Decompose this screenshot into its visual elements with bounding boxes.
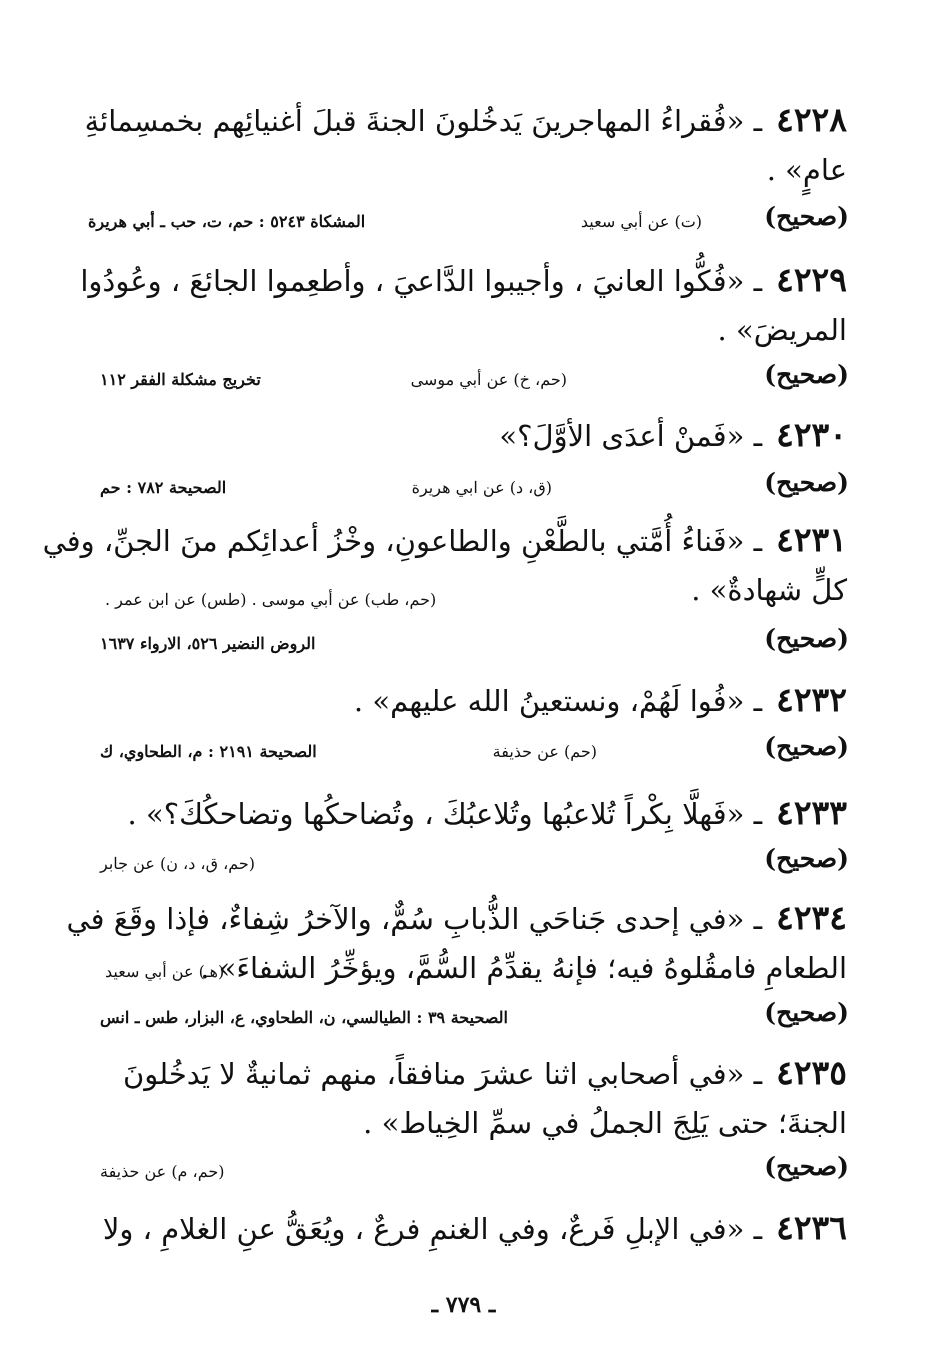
- hadith-number: ٤٢٣٢: [776, 680, 847, 719]
- grade-label: (صحيح): [764, 844, 849, 873]
- hadith-number: ٤٢٣٠: [776, 415, 847, 454]
- hadith-number: ٤٢٣٤: [776, 898, 847, 937]
- grade-label: (صحيح): [764, 998, 849, 1027]
- hadith-entry-4235-line2: الجنةَ؛ حتى يَلِجَ الجملُ في سمِّ الخِياط» .: [363, 1106, 847, 1140]
- grade-label: (صحيح): [764, 624, 849, 653]
- hadith-number: ٤٢٣٦: [776, 1208, 847, 1247]
- reference-text: الروض النضير ٥٢٦، الارواء ١٦٣٧: [100, 634, 316, 653]
- source-text: (ق، د) عن ابي هريرة: [411, 478, 552, 497]
- source-text: (حم، خ) عن أبي موسى: [410, 370, 567, 389]
- grade-label: (صحيح): [764, 1152, 849, 1181]
- reference-text: الصحيحة ٢١٩١ : م، الطحاوي، ك: [100, 742, 317, 761]
- source-text: (ت) عن أبي سعيد: [580, 212, 702, 231]
- reference-text: تخريج مشكلة الفقر ١١٢: [100, 370, 261, 389]
- hadith-entry-4233-line1: ٤٢٣٣ـ «فَهلَّا بِكْراً تُلاعبُها وتُلاعبُكَ ، وتُضاحكُها وتضاحكُكَ؟» .: [127, 793, 847, 832]
- hadith-entry-4229-line2: المريضَ» .: [717, 313, 847, 347]
- hadith-number: ٤٢٢٨: [776, 100, 847, 139]
- grade-label: (صحيح): [764, 732, 849, 761]
- reference-text: المشكاة ٥٢٤٣ : حم، ت، حب ـ أبي هريرة: [88, 212, 366, 231]
- page-number: ـ ٧٧٩ ـ: [431, 1292, 496, 1318]
- reference-text: الصحيحة ٣٩ : الطيالسي، ن، الطحاوي، ع، البزار، طس ـ انس: [100, 1008, 508, 1027]
- hadith-entry-4231-line1: ٤٢٣١ـ «فَناءُ أُمَّتي بالطَّعْنِ والطاعونِ، وخْزُ أعدائِكم منَ الجنِّ، وفي: [42, 520, 847, 559]
- source-text: (هـ) عن أبي سعيد: [105, 962, 225, 981]
- source-text: (حم) عن حذيفة: [492, 742, 597, 761]
- hadith-entry-4230-line1: ٤٢٣٠ـ «فَمنْ أعدَى الأوَّلَ؟»: [499, 415, 847, 454]
- hadith-entry-4228-line2: عامٍ» .: [766, 153, 847, 187]
- hadith-entry-4228-line1: ٤٢٢٨ـ «فُقراءُ المهاجرينَ يَدخُلونَ الجنةَ قبلَ أغنيائِهم بخمسِمائةِ: [84, 100, 847, 139]
- hadith-entry-4231-line2: كلٍّ شهادةٌ» .: [691, 573, 847, 607]
- hadith-entry-4234-line2: الطعامِ فامقُلوهُ فيه؛ فإنهُ يقدِّمُ السُّمَّ، ويؤخِّرُ الشفاءَ» .: [200, 951, 847, 985]
- reference-text: الصحيحة ٧٨٢ : حم: [100, 478, 227, 497]
- hadith-number: ٤٢٣١: [776, 520, 847, 559]
- hadith-number: ٤٢٣٣: [776, 793, 847, 832]
- hadith-number: ٤٢٣٥: [776, 1053, 847, 1092]
- grade-label: (صحيح): [764, 202, 849, 231]
- source-text: (حم، ق، د، ن) عن جابر: [100, 854, 256, 873]
- source-text: (حم، م) عن حذيفة: [100, 1162, 225, 1181]
- grade-label: (صحيح): [764, 360, 849, 389]
- hadith-entry-4236-line1: ٤٢٣٦ـ «في الإبلِ فَرعٌ، وفي الغنمِ فرعٌ ، ويُعَقُّ عنِ الغلامِ ، ولا: [102, 1208, 847, 1247]
- hadith-entry-4235-line1: ٤٢٣٥ـ «في أصحابي اثنا عشرَ منافقاً، منهم ثمانيةٌ لا يَدخُلونَ: [122, 1053, 847, 1092]
- grade-label: (صحيح): [764, 468, 849, 497]
- hadith-entry-4232-line1: ٤٢٣٢ـ «فُوا لَهُمْ، ونستعينُ الله عليهم» .: [353, 680, 847, 719]
- hadith-number: ٤٢٢٩: [776, 260, 847, 299]
- source-text: (حم، طب) عن أبي موسى . (طس) عن ابن عمر .: [105, 590, 437, 609]
- hadith-entry-4234-line1: ٤٢٣٤ـ «في إحدى جَناحَي الذُّبابِ سُمٌّ، والآخرُ شِفاءٌ، فإذا وقَعَ في: [66, 898, 847, 937]
- hadith-entry-4229-line1: ٤٢٢٩ـ «فُكُّوا العانيَ ، وأجيبوا الدَّاعيَ ، وأطعِموا الجائعَ ، وعُودُوا: [80, 260, 847, 299]
